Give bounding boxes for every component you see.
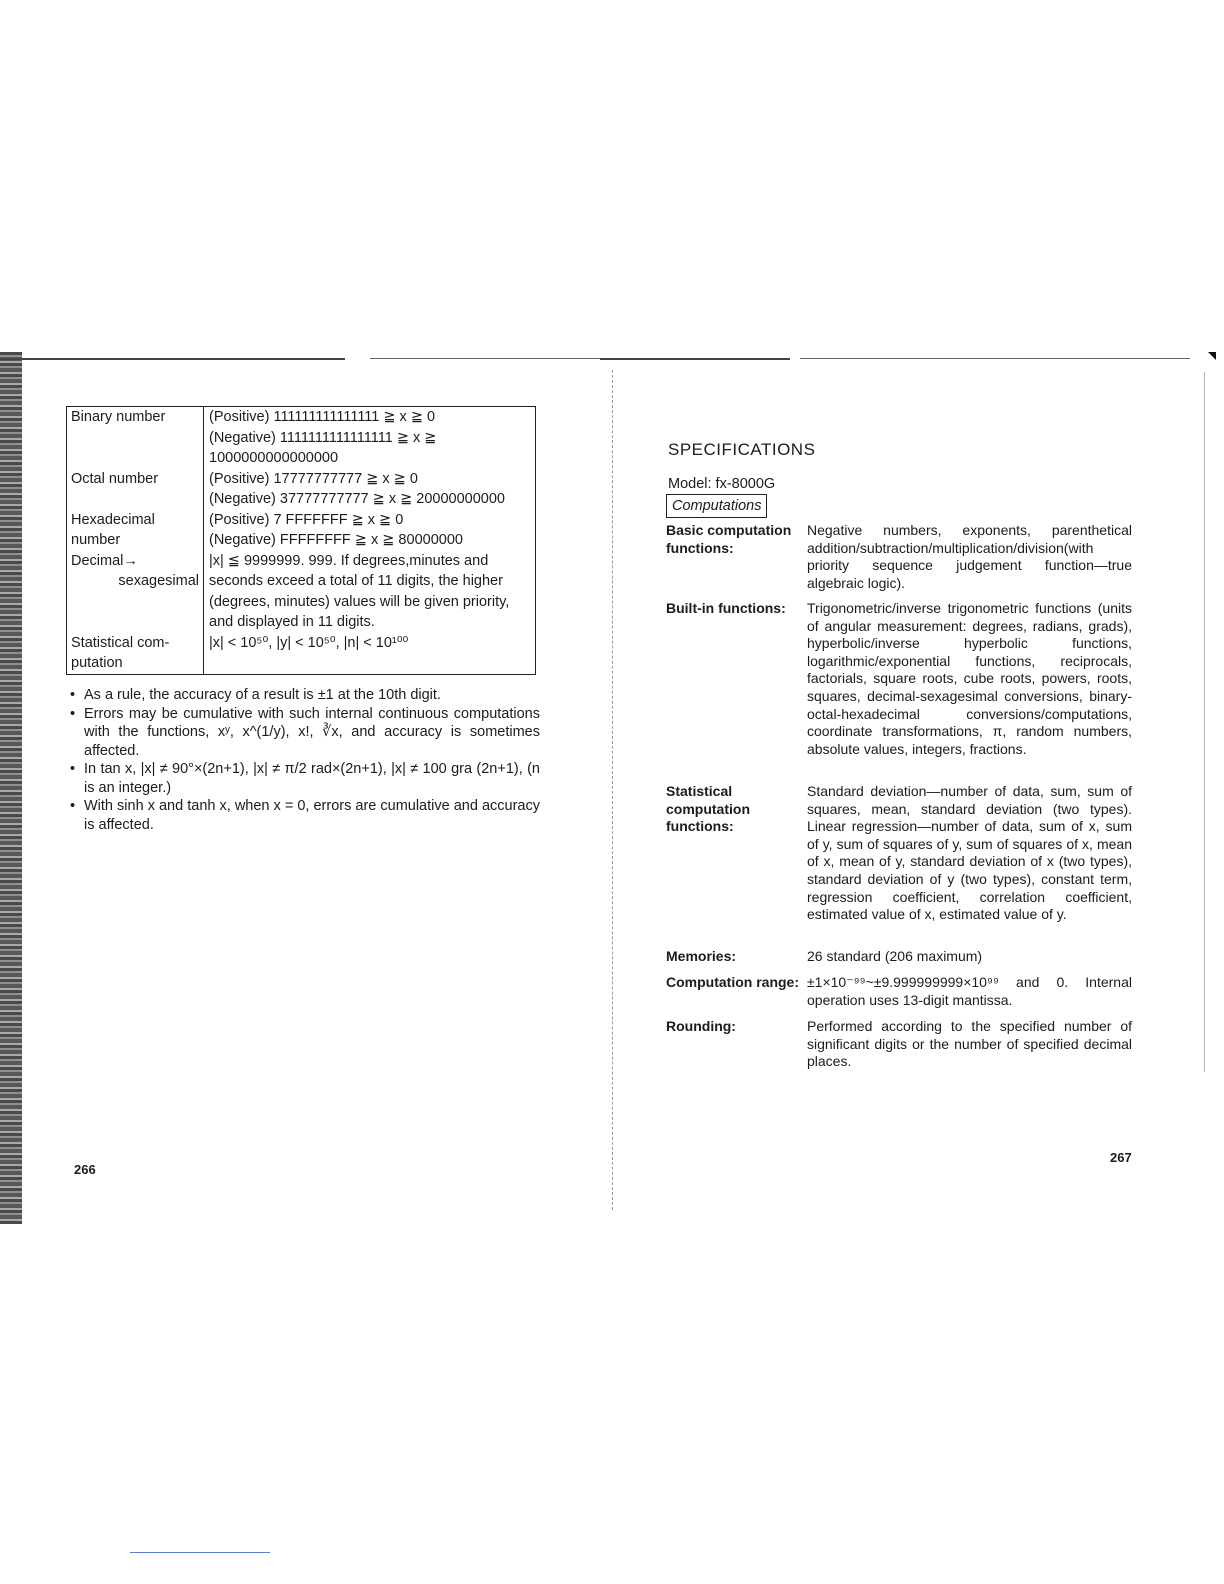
table-row: [67, 551, 536, 633]
value-line: (Positive) 17777777777 ≧ x ≧ 0: [209, 470, 418, 487]
spec-value: ±1×10⁻⁹⁹~±9.999999999×10⁹⁹ and 0. Internal operation uses 13-digit mantissa.: [807, 974, 1132, 1008]
underline-mark: [130, 1552, 270, 1553]
section-heading: Computations: [666, 494, 767, 518]
spec-value: Trigonometric/inverse trigonometric functions (units of angular measurement: degrees, radians, grads), hyperbolic/inverse hyperbolic functions, logarithmic/exponential functions, reciprocals, factorials, square roots, cube roots, powers, roots, squares, decimal-sexagesimal conversions, binary-octal-hexadecimal conversions/computations, coordinate transformations, π, random numbers, absolute values, integers, fractions.: [807, 600, 1132, 757]
input-range-table: [66, 406, 536, 675]
value-line: (Negative) FFFFFFFF ≧ x ≧ 80000000: [209, 532, 463, 548]
spec-row: [666, 522, 1136, 592]
table-row: [67, 469, 536, 510]
top-rule: [0, 358, 345, 360]
spec-row: [666, 783, 1136, 943]
row-value: [204, 407, 536, 469]
label-line: Decimal→: [71, 552, 138, 569]
page-gutter: [612, 370, 613, 1210]
row-label: Octal number: [67, 469, 204, 510]
row-label: Binary number: [67, 407, 204, 469]
label-line: putation: [71, 655, 123, 671]
row-label: [67, 633, 204, 675]
scan-edge-right: [1204, 372, 1205, 1072]
row-value: [204, 633, 536, 675]
value-line: (Positive) 111111111111111 ≧ x ≧ 0: [209, 409, 436, 425]
page-number-right: 267: [1110, 1150, 1132, 1165]
spec-value: 26 standard (206 maximum): [807, 948, 983, 964]
accuracy-notes: [70, 686, 540, 834]
value-line: (Positive) 7 FFFFFFF ≧ x ≧ 0: [209, 511, 404, 528]
value-line: and displayed in 11 digits.: [209, 614, 375, 630]
value-line: seconds exceed a total of 11 digits, the higher: [209, 573, 503, 589]
spec-row: [666, 600, 1136, 775]
table-row: [67, 633, 536, 675]
spec-value: Standard deviation—number of data, sum, sum of squares, mean, standard deviation (two types). Linear regression—number of data, sum of x, sum of y, sum of squares of y, sum of squares of x, mean of x, mean of y, standard deviation of x (two types), standard deviation of y (two types), constant term, regression coefficient, correlation coefficient, estimated value of x, estimated value of y.: [807, 783, 1132, 923]
top-rule: [370, 358, 600, 359]
scan-edge-left: [0, 352, 22, 1224]
spec-row: [666, 948, 1136, 968]
spec-key: Built-in functions:: [666, 600, 786, 616]
note-item: • As a rule, the accuracy of a result is ±1 at the 10th digit.: [70, 686, 540, 705]
value-line: |x| < 10⁵⁰, |y| < 10⁵⁰, |n| < 10¹⁰⁰: [209, 634, 409, 651]
value-line: (Negative) 1111111111111111 ≧ x ≧: [209, 429, 437, 446]
row-label: Hexadecimal number: [67, 510, 204, 551]
page-number-left: 266: [74, 1162, 96, 1177]
top-rule: [600, 358, 790, 360]
row-value: [204, 469, 536, 510]
value-line: (Negative) 37777777777 ≧ x ≧ 20000000000: [209, 491, 505, 507]
table-row: [67, 510, 536, 551]
spec-key: Memories:: [666, 948, 737, 964]
label-line: sexagesimal: [118, 573, 199, 589]
value-line: |x| ≦ 9999999. 999. If degrees,minutes and: [209, 552, 489, 569]
note-item: • Errors may be cumulative with such internal continuous computations with the functions, xʸ, x^(1/y), x!, ∛x, and accuracy is sometimes affected.: [70, 705, 540, 761]
spec-key: Basic computation functions:: [666, 522, 792, 556]
row-label: [67, 551, 204, 633]
spec-key: Rounding:: [666, 1018, 736, 1034]
table-row: [67, 407, 536, 469]
spec-row: [666, 1018, 1136, 1074]
label-line: Statistical com-: [71, 634, 170, 651]
value-line: (degrees, minutes) values will be given priority,: [209, 593, 510, 610]
note-item: • In tan x, |x| ≠ 90°×(2n+1), |x| ≠ π/2 rad×(2n+1), |x| ≠ 100 gra (2n+1), (n is an integer.): [70, 760, 540, 797]
spec-key: Computation range:: [666, 974, 799, 990]
model-line: Model: fx-8000G: [668, 476, 776, 492]
spec-value: Negative numbers, exponents, parenthetical addition/subtraction/multiplication/division(with priority sequence judgement function—true algebraic logic).: [807, 522, 1132, 591]
value-line: 1000000000000000: [209, 450, 339, 466]
note-item: • With sinh x and tanh x, when x = 0, errors are cumulative and accuracy is affected.: [70, 797, 540, 834]
spec-value: Performed according to the specified number of significant digits or the number of specified decimal places.: [807, 1018, 1132, 1070]
corner-mark: [1208, 352, 1216, 360]
row-value: [204, 510, 536, 551]
row-value: [204, 551, 536, 633]
page-title: SPECIFICATIONS: [668, 440, 816, 459]
top-rule: [800, 358, 1190, 359]
spec-key: Statistical computation functions:: [666, 783, 750, 835]
spec-row: [666, 974, 1136, 1012]
